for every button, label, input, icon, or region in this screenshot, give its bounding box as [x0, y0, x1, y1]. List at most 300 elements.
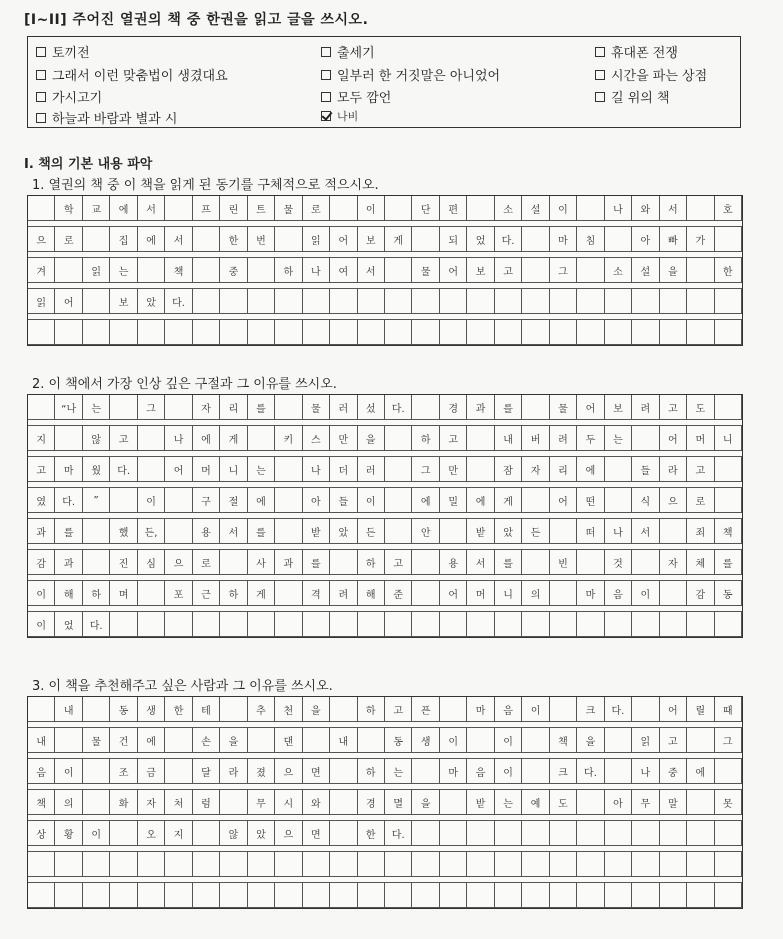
grid-cell[interactable]: 내 — [55, 697, 82, 722]
grid-cell[interactable]: 물 — [303, 395, 330, 420]
grid-cell[interactable]: 마 — [550, 227, 577, 252]
grid-cell[interactable] — [522, 227, 549, 252]
grid-cell[interactable]: 을 — [303, 697, 330, 722]
checkbox[interactable] — [321, 92, 331, 102]
grid-cell[interactable] — [467, 196, 494, 221]
grid-cell[interactable] — [495, 289, 522, 314]
grid-cell[interactable] — [248, 289, 275, 314]
grid-cell[interactable]: 두 — [577, 426, 604, 451]
grid-cell[interactable]: 다. — [55, 488, 82, 513]
grid-cell[interactable]: 마 — [55, 457, 82, 482]
grid-cell[interactable] — [660, 883, 687, 908]
grid-cell[interactable]: 그 — [550, 258, 577, 283]
grid-cell[interactable] — [605, 289, 632, 314]
grid-cell[interactable]: 로 — [303, 196, 330, 221]
grid-cell[interactable] — [385, 258, 412, 283]
grid-cell[interactable] — [193, 883, 220, 908]
grid-cell[interactable]: 을 — [660, 258, 687, 283]
checkbox[interactable] — [321, 47, 331, 57]
grid-cell[interactable]: 심 — [138, 550, 165, 575]
grid-cell[interactable]: 면 — [303, 821, 330, 846]
grid-cell[interactable]: 머 — [467, 581, 494, 606]
grid-cell[interactable]: 게 — [495, 488, 522, 513]
grid-cell[interactable] — [138, 581, 165, 606]
grid-cell[interactable]: 하 — [275, 258, 302, 283]
grid-cell[interactable]: 마 — [467, 697, 494, 722]
grid-cell[interactable] — [83, 790, 110, 815]
grid-cell[interactable]: 어 — [550, 488, 577, 513]
grid-cell[interactable]: 과 — [275, 550, 302, 575]
grid-cell[interactable]: 예 — [522, 790, 549, 815]
book-option[interactable] — [595, 87, 670, 106]
grid-cell[interactable] — [577, 550, 604, 575]
grid-cell[interactable] — [440, 320, 467, 345]
grid-cell[interactable]: 받 — [467, 519, 494, 544]
grid-cell[interactable]: 음 — [605, 581, 632, 606]
grid-cell[interactable]: 럼 — [193, 790, 220, 815]
grid-cell[interactable] — [220, 852, 247, 877]
grid-cell[interactable] — [577, 852, 604, 877]
grid-cell[interactable]: 니 — [715, 426, 742, 451]
grid-cell[interactable]: 조 — [110, 759, 137, 784]
grid-cell[interactable] — [275, 519, 302, 544]
grid-cell[interactable] — [577, 790, 604, 815]
grid-cell[interactable]: 다. — [110, 457, 137, 482]
grid-cell[interactable]: 웠 — [83, 457, 110, 482]
grid-cell[interactable] — [522, 488, 549, 513]
grid-cell[interactable] — [495, 883, 522, 908]
grid-cell[interactable]: 으 — [275, 821, 302, 846]
grid-cell[interactable]: 한 — [220, 227, 247, 252]
grid-cell[interactable] — [248, 728, 275, 753]
grid-cell[interactable] — [165, 883, 192, 908]
grid-cell[interactable]: 경 — [440, 395, 467, 420]
grid-cell[interactable]: 마 — [577, 581, 604, 606]
grid-cell[interactable] — [522, 728, 549, 753]
grid-cell[interactable]: 아 — [632, 227, 659, 252]
grid-cell[interactable]: 절 — [220, 488, 247, 513]
grid-cell[interactable] — [358, 852, 385, 877]
grid-cell[interactable] — [385, 883, 412, 908]
grid-cell[interactable] — [358, 728, 385, 753]
grid-cell[interactable]: 내 — [28, 728, 55, 753]
grid-cell[interactable]: 해 — [358, 581, 385, 606]
grid-cell[interactable] — [55, 883, 82, 908]
grid-cell[interactable]: 설 — [632, 258, 659, 283]
grid-cell[interactable]: 크 — [577, 697, 604, 722]
grid-cell[interactable]: 떤 — [577, 488, 604, 513]
grid-cell[interactable]: 편 — [440, 196, 467, 221]
book-option[interactable] — [36, 87, 102, 106]
grid-cell[interactable] — [412, 612, 439, 637]
grid-cell[interactable]: 여 — [330, 258, 357, 283]
grid-cell[interactable]: 어 — [577, 395, 604, 420]
grid-cell[interactable]: 았 — [330, 519, 357, 544]
grid-cell[interactable]: 빠 — [660, 227, 687, 252]
grid-cell[interactable] — [467, 320, 494, 345]
grid-cell[interactable]: 릴 — [687, 697, 714, 722]
grid-cell[interactable]: 어 — [55, 289, 82, 314]
grid-cell[interactable] — [330, 852, 357, 877]
grid-cell[interactable]: 를 — [495, 395, 522, 420]
grid-cell[interactable] — [605, 821, 632, 846]
grid-cell[interactable]: 준 — [385, 581, 412, 606]
grid-cell[interactable] — [687, 320, 714, 345]
grid-cell[interactable] — [605, 759, 632, 784]
grid-cell[interactable] — [330, 759, 357, 784]
grid-cell[interactable] — [715, 759, 742, 784]
grid-cell[interactable] — [522, 395, 549, 420]
checkbox[interactable] — [36, 113, 46, 123]
grid-cell[interactable] — [275, 320, 302, 345]
grid-cell[interactable]: 나 — [303, 258, 330, 283]
grid-cell[interactable]: 라 — [660, 457, 687, 482]
grid-cell[interactable]: 소 — [495, 196, 522, 221]
grid-cell[interactable]: 는 — [385, 759, 412, 784]
grid-cell[interactable] — [467, 883, 494, 908]
grid-cell[interactable] — [55, 852, 82, 877]
grid-cell[interactable]: 죄 — [687, 519, 714, 544]
grid-cell[interactable]: 이 — [83, 821, 110, 846]
book-option[interactable] — [595, 65, 707, 84]
grid-cell[interactable] — [687, 852, 714, 877]
grid-cell[interactable] — [715, 320, 742, 345]
grid-cell[interactable] — [550, 320, 577, 345]
grid-cell[interactable]: 감 — [687, 581, 714, 606]
grid-cell[interactable]: 교 — [83, 196, 110, 221]
grid-cell[interactable] — [55, 426, 82, 451]
grid-cell[interactable] — [577, 821, 604, 846]
grid-cell[interactable]: 서 — [632, 519, 659, 544]
grid-cell[interactable]: 도 — [687, 395, 714, 420]
grid-cell[interactable]: 면 — [303, 759, 330, 784]
grid-cell[interactable]: 호 — [715, 196, 742, 221]
grid-cell[interactable] — [303, 612, 330, 637]
grid-cell[interactable] — [522, 883, 549, 908]
grid-cell[interactable] — [577, 320, 604, 345]
grid-cell[interactable]: 스 — [303, 426, 330, 451]
grid-cell[interactable] — [605, 883, 632, 908]
grid-cell[interactable]: 잠 — [495, 457, 522, 482]
checkbox[interactable] — [595, 92, 605, 102]
grid-cell[interactable]: 에 — [248, 488, 275, 513]
grid-cell[interactable]: 무 — [632, 790, 659, 815]
grid-cell[interactable]: 하 — [220, 581, 247, 606]
grid-cell[interactable] — [550, 581, 577, 606]
grid-cell[interactable]: “나 — [55, 395, 82, 420]
grid-cell[interactable] — [412, 581, 439, 606]
grid-cell[interactable]: 말 — [660, 790, 687, 815]
grid-cell[interactable] — [522, 852, 549, 877]
grid-cell[interactable]: 한 — [358, 821, 385, 846]
grid-cell[interactable]: 를 — [495, 550, 522, 575]
grid-cell[interactable] — [275, 488, 302, 513]
grid-cell[interactable] — [83, 883, 110, 908]
grid-cell[interactable]: 다. — [83, 612, 110, 637]
grid-cell[interactable] — [165, 196, 192, 221]
grid-cell[interactable] — [632, 426, 659, 451]
grid-cell[interactable]: 를 — [303, 550, 330, 575]
grid-cell[interactable] — [632, 852, 659, 877]
grid-cell[interactable] — [660, 821, 687, 846]
grid-cell[interactable]: 하 — [412, 426, 439, 451]
grid-cell[interactable] — [83, 289, 110, 314]
grid-cell[interactable]: 린 — [220, 196, 247, 221]
grid-cell[interactable]: 번 — [248, 227, 275, 252]
grid-cell[interactable]: 용 — [193, 519, 220, 544]
grid-cell[interactable] — [605, 457, 632, 482]
grid-cell[interactable]: 아 — [605, 790, 632, 815]
grid-cell[interactable] — [605, 852, 632, 877]
grid-cell[interactable] — [605, 488, 632, 513]
grid-cell[interactable] — [687, 790, 714, 815]
grid-cell[interactable] — [412, 289, 439, 314]
grid-cell[interactable]: 해 — [55, 581, 82, 606]
grid-cell[interactable]: 를 — [715, 550, 742, 575]
grid-cell[interactable]: 무 — [248, 790, 275, 815]
grid-cell[interactable]: 의 — [55, 790, 82, 815]
grid-cell[interactable] — [138, 612, 165, 637]
grid-cell[interactable]: ” — [83, 488, 110, 513]
grid-cell[interactable] — [412, 852, 439, 877]
grid-cell[interactable] — [440, 697, 467, 722]
grid-cell[interactable] — [55, 258, 82, 283]
grid-cell[interactable]: 크 — [550, 759, 577, 784]
grid-cell[interactable]: 를 — [55, 519, 82, 544]
grid-cell[interactable] — [385, 196, 412, 221]
grid-cell[interactable]: 며 — [110, 581, 137, 606]
grid-cell[interactable]: 떠 — [577, 519, 604, 544]
grid-cell[interactable]: 로 — [55, 227, 82, 252]
grid-cell[interactable]: 이 — [550, 196, 577, 221]
grid-cell[interactable] — [165, 759, 192, 784]
grid-cell[interactable]: 생 — [412, 728, 439, 753]
grid-cell[interactable] — [303, 883, 330, 908]
grid-cell[interactable] — [660, 581, 687, 606]
grid-cell[interactable] — [715, 883, 742, 908]
grid-cell[interactable]: 중 — [660, 759, 687, 784]
grid-cell[interactable]: 서 — [660, 196, 687, 221]
grid-cell[interactable]: 자 — [138, 790, 165, 815]
grid-cell[interactable] — [28, 697, 55, 722]
grid-cell[interactable]: 진 — [110, 550, 137, 575]
grid-cell[interactable]: 음 — [467, 759, 494, 784]
grid-cell[interactable] — [330, 196, 357, 221]
grid-cell[interactable]: 를 — [248, 395, 275, 420]
grid-cell[interactable] — [550, 883, 577, 908]
grid-cell[interactable] — [385, 320, 412, 345]
grid-cell[interactable]: 하 — [358, 697, 385, 722]
grid-cell[interactable]: 머 — [193, 457, 220, 482]
grid-cell[interactable] — [220, 320, 247, 345]
grid-cell[interactable]: 버 — [522, 426, 549, 451]
grid-cell[interactable]: 포 — [165, 581, 192, 606]
grid-cell[interactable]: 읽 — [83, 258, 110, 283]
grid-cell[interactable]: 화 — [110, 790, 137, 815]
checked-checkbox[interactable] — [321, 111, 331, 121]
grid-cell[interactable]: 에 — [687, 759, 714, 784]
grid-cell[interactable] — [83, 852, 110, 877]
grid-cell[interactable] — [248, 426, 275, 451]
grid-cell[interactable]: 려 — [632, 395, 659, 420]
grid-cell[interactable]: 키 — [275, 426, 302, 451]
grid-cell[interactable]: 물 — [550, 395, 577, 420]
grid-cell[interactable]: 나 — [605, 196, 632, 221]
grid-cell[interactable]: 않 — [220, 821, 247, 846]
grid-cell[interactable] — [138, 883, 165, 908]
grid-cell[interactable]: 손 — [193, 728, 220, 753]
grid-cell[interactable] — [522, 612, 549, 637]
grid-cell[interactable] — [330, 790, 357, 815]
grid-cell[interactable] — [165, 852, 192, 877]
grid-cell[interactable]: 다. — [495, 227, 522, 252]
grid-cell[interactable]: 에 — [193, 426, 220, 451]
grid-cell[interactable]: 용 — [440, 550, 467, 575]
grid-cell[interactable]: 이 — [55, 759, 82, 784]
grid-cell[interactable] — [83, 227, 110, 252]
grid-cell[interactable]: 든 — [358, 519, 385, 544]
grid-cell[interactable] — [275, 289, 302, 314]
grid-cell[interactable]: 시 — [275, 790, 302, 815]
grid-cell[interactable] — [330, 821, 357, 846]
grid-cell[interactable] — [358, 289, 385, 314]
grid-cell[interactable]: 과 — [28, 519, 55, 544]
grid-cell[interactable] — [165, 612, 192, 637]
grid-cell[interactable]: 만 — [330, 426, 357, 451]
grid-cell[interactable] — [385, 612, 412, 637]
grid-cell[interactable] — [165, 728, 192, 753]
grid-cell[interactable]: 이 — [495, 728, 522, 753]
grid-cell[interactable] — [440, 612, 467, 637]
grid-cell[interactable]: 는 — [83, 395, 110, 420]
grid-cell[interactable]: 자 — [660, 550, 687, 575]
grid-cell[interactable] — [110, 821, 137, 846]
grid-cell[interactable] — [660, 612, 687, 637]
grid-cell[interactable] — [495, 612, 522, 637]
grid-cell[interactable] — [412, 227, 439, 252]
grid-cell[interactable]: 침 — [577, 227, 604, 252]
grid-cell[interactable]: 과 — [55, 550, 82, 575]
grid-cell[interactable] — [715, 852, 742, 877]
grid-cell[interactable]: 의 — [522, 581, 549, 606]
grid-cell[interactable] — [632, 289, 659, 314]
grid-cell[interactable] — [550, 852, 577, 877]
grid-cell[interactable]: 그 — [412, 457, 439, 482]
grid-cell[interactable] — [687, 821, 714, 846]
book-option[interactable] — [36, 108, 177, 127]
grid-cell[interactable] — [605, 728, 632, 753]
grid-cell[interactable] — [440, 790, 467, 815]
grid-cell[interactable] — [467, 457, 494, 482]
grid-cell[interactable]: 더 — [330, 457, 357, 482]
grid-cell[interactable]: 러 — [358, 457, 385, 482]
grid-cell[interactable]: 자 — [522, 457, 549, 482]
grid-cell[interactable] — [687, 258, 714, 283]
grid-cell[interactable] — [193, 320, 220, 345]
grid-cell[interactable] — [275, 395, 302, 420]
grid-cell[interactable] — [275, 852, 302, 877]
book-option[interactable] — [321, 42, 375, 61]
grid-cell[interactable] — [550, 697, 577, 722]
grid-cell[interactable]: 테 — [193, 697, 220, 722]
grid-cell[interactable]: 받 — [303, 519, 330, 544]
grid-cell[interactable] — [412, 759, 439, 784]
grid-cell[interactable]: 했 — [110, 519, 137, 544]
grid-cell[interactable] — [660, 289, 687, 314]
grid-cell[interactable]: 그 — [138, 395, 165, 420]
answer-grid-1[interactable] — [27, 195, 743, 346]
grid-cell[interactable] — [412, 320, 439, 345]
grid-cell[interactable] — [28, 395, 55, 420]
grid-cell[interactable]: 보 — [605, 395, 632, 420]
grid-cell[interactable]: 고 — [660, 728, 687, 753]
grid-cell[interactable] — [138, 852, 165, 877]
grid-cell[interactable]: 이 — [138, 488, 165, 513]
grid-cell[interactable] — [330, 697, 357, 722]
grid-cell[interactable] — [303, 852, 330, 877]
grid-cell[interactable] — [110, 612, 137, 637]
grid-cell[interactable]: 고 — [495, 258, 522, 283]
grid-cell[interactable] — [715, 488, 742, 513]
grid-cell[interactable]: 하 — [358, 759, 385, 784]
grid-cell[interactable] — [385, 426, 412, 451]
grid-cell[interactable]: 에 — [138, 728, 165, 753]
grid-cell[interactable]: 았 — [248, 821, 275, 846]
grid-cell[interactable] — [605, 320, 632, 345]
grid-cell[interactable]: 받 — [467, 790, 494, 815]
grid-cell[interactable]: 지 — [165, 821, 192, 846]
grid-cell[interactable] — [83, 697, 110, 722]
grid-cell[interactable] — [440, 289, 467, 314]
grid-cell[interactable]: 프 — [193, 196, 220, 221]
grid-cell[interactable]: 어 — [660, 426, 687, 451]
grid-cell[interactable] — [467, 289, 494, 314]
grid-cell[interactable]: 보 — [358, 227, 385, 252]
grid-cell[interactable] — [330, 320, 357, 345]
grid-cell[interactable]: 다. — [385, 395, 412, 420]
grid-cell[interactable]: 근 — [193, 581, 220, 606]
grid-cell[interactable] — [522, 759, 549, 784]
grid-cell[interactable]: 로 — [687, 488, 714, 513]
grid-cell[interactable]: 경 — [358, 790, 385, 815]
grid-cell[interactable] — [715, 289, 742, 314]
grid-cell[interactable] — [220, 289, 247, 314]
grid-cell[interactable]: 는 — [605, 426, 632, 451]
grid-cell[interactable]: 어 — [440, 581, 467, 606]
grid-cell[interactable]: 자 — [193, 395, 220, 420]
grid-cell[interactable]: 나 — [605, 519, 632, 544]
grid-cell[interactable] — [248, 883, 275, 908]
grid-cell[interactable] — [385, 488, 412, 513]
grid-cell[interactable] — [660, 519, 687, 544]
grid-cell[interactable] — [577, 289, 604, 314]
grid-cell[interactable]: 소 — [605, 258, 632, 283]
grid-cell[interactable] — [715, 395, 742, 420]
grid-cell[interactable]: 동 — [385, 728, 412, 753]
grid-cell[interactable] — [248, 612, 275, 637]
grid-cell[interactable]: 보 — [467, 258, 494, 283]
grid-cell[interactable]: 그 — [715, 728, 742, 753]
grid-cell[interactable] — [687, 196, 714, 221]
grid-cell[interactable]: 않 — [83, 426, 110, 451]
grid-cell[interactable]: 가 — [687, 227, 714, 252]
grid-cell[interactable] — [165, 395, 192, 420]
grid-cell[interactable]: 만 — [440, 457, 467, 482]
grid-cell[interactable]: 는 — [110, 258, 137, 283]
grid-cell[interactable]: 이 — [522, 697, 549, 722]
grid-cell[interactable]: 다. — [165, 289, 192, 314]
grid-cell[interactable] — [275, 457, 302, 482]
